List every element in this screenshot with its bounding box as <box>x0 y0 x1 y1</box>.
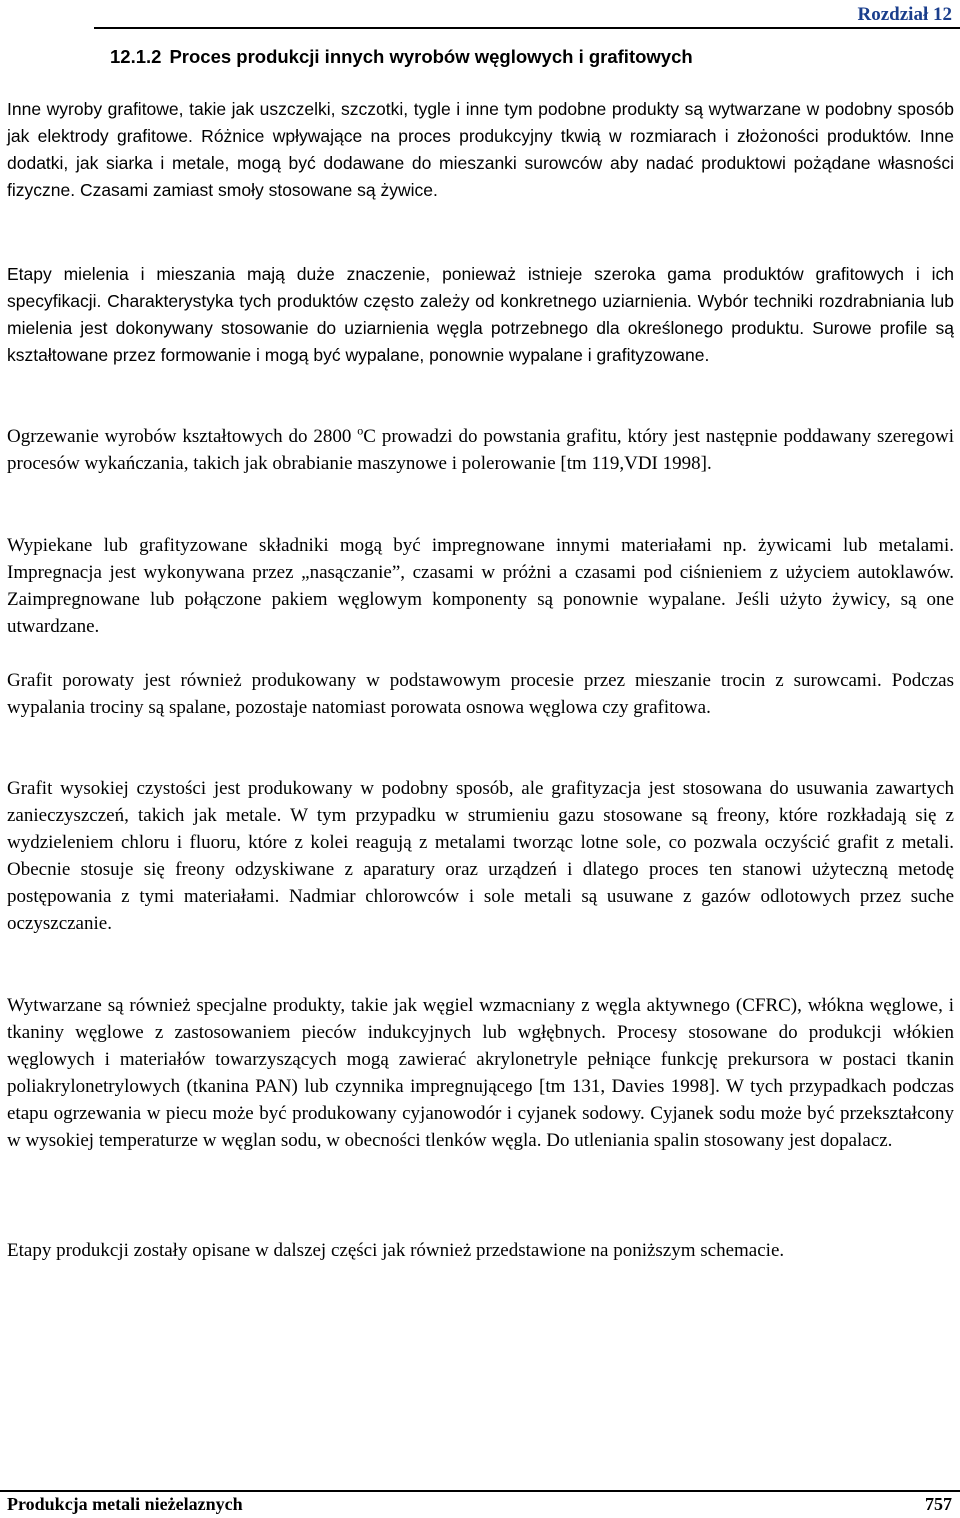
paragraph-1: Inne wyroby grafitowe, takie jak uszczelki, szczotki, tygle i inne tym podobne produkty są wytwarzane w podobny sposób jak elektrody grafitowe. Różnice wpływające na proces produkcyjny tkwią w rozmiarach i złożoności produktów. Inne dodatki, jak siarka i metale, mogą być dodawane do mieszanki surowców aby nadać produktowi pożądane własności fizyczne. Czasami zamiast smoły stosowane są żywice. <box>7 99 954 200</box>
page-number: 757 <box>925 1494 952 1514</box>
header-rule <box>94 27 960 29</box>
footer-title: Produkcja metali nieżelaznych <box>7 1494 243 1514</box>
paragraph-6: Grafit wysokiej czystości jest produkowany w podobny sposób, ale grafityzacja jest stosowana do usuwania zawartych zanieczyszczeń, takich jak metale. W tym przypadku w strumieniu gazu stosowane są freony, które rozkładają się z wydzieleniem chloru i fluoru, które z kolei reagują z metalami tworząc lotne sole, co pozwala oczyścić grafit z metali. Obecnie stosuje się freony odzyskiwane z aparatury oraz urządzeń i dlatego proces ten stanowi użyteczną metodę postępowania z tymi materiałami. Nadmiar chlorowców i sole metali są usuwane z gazów odlotowych przez suche oczyszczanie. <box>7 778 954 934</box>
paragraph-2: Etapy mielenia i mieszania mają duże znaczenie, ponieważ istnieje szeroka gama produktów grafitowych i ich specyfikacji. Charakterystyka tych produktów często zależy od konkretnego uziarnienia. Wybór techniki rozdrabniania lub mielenia jest dokonywany stosowanie do uziarnienia węgla potrzebnego dla określonego produktu. Surowe profile są kształtowane przez formowanie i mogą być wypalane, ponownie wypalane i grafityzowane. <box>7 264 954 365</box>
paragraph-4: Wypiekane lub grafityzowane składniki mogą być impregnowane innymi materiałami np. żywicami lub metalami. Impregnacja jest wykonywana przez „nasączanie”, czasami w próżni a czasami pod ciśnieniem z użyciem autoklawów. Zaimpregnowane lub połączone pakiem węglowym komponenty są ponownie wypalane. Jeśli użyto żywicy, są one utwardzane. <box>7 535 954 637</box>
paragraph-3-end: C prowadzi do powstania grafitu, który jest następnie poddawany szeregowi procesów wykańczania, takich jak obrabianie maszynowe i polerowanie [tm 119,VDI 1998]. <box>7 426 954 474</box>
section-title: Proces produkcji innych wyrobów węglowych i grafitowych <box>169 46 693 67</box>
degree-superscript: o <box>357 423 364 438</box>
paragraph-8: Etapy produkcji zostały opisane w dalszej części jak również przedstawione na poniższym schemacie. <box>7 1240 785 1261</box>
paragraph-3-start: Ogrzewanie wyrobów kształtowych do 2800 <box>7 426 358 447</box>
paragraph-3 <box>7 423 954 477</box>
paragraph-5: Grafit porowaty jest również produkowany w podstawowym procesie przez mieszanie trocin z surowcami. Podczas wypalania trociny są spalane, pozostaje natomiast porowata osnowa węglowa czy grafitowa. <box>7 670 954 718</box>
paragraph-7: Wytwarzane są również specjalne produkty, takie jak węgiel wzmacniany z węgla aktywnego (CFRC), włókna węglowe, i tkaniny węglowe z zastosowaniem pieców indukcyjnych lub wgłębnych. Procesy stosowane do produkcji włókien węglowych i materiałów towarzyszących mogą zawierać akrylonetryle pełniące funkcję prekursora w postaci tkanin poliakrylonetrylowych (tkanina PAN) lub czynnika impregnującego [tm 131, Davies 1998]. W tych przypadkach podczas etapu ogrzewania w piecu może być produkowany cyjanowodór i cyjanek sodowy. Cyjanek sodu może być przekształcony w wysokiej temperaturze w węglan sodu, w obecności tlenków węgla. Do utleniania spalin stosowany jest dopalacz. <box>7 995 954 1151</box>
chapter-label: Rozdział 12 <box>857 4 952 25</box>
section-number: 12.1.2 <box>110 46 162 67</box>
footer-rule <box>0 1490 960 1492</box>
section-heading <box>110 46 693 68</box>
